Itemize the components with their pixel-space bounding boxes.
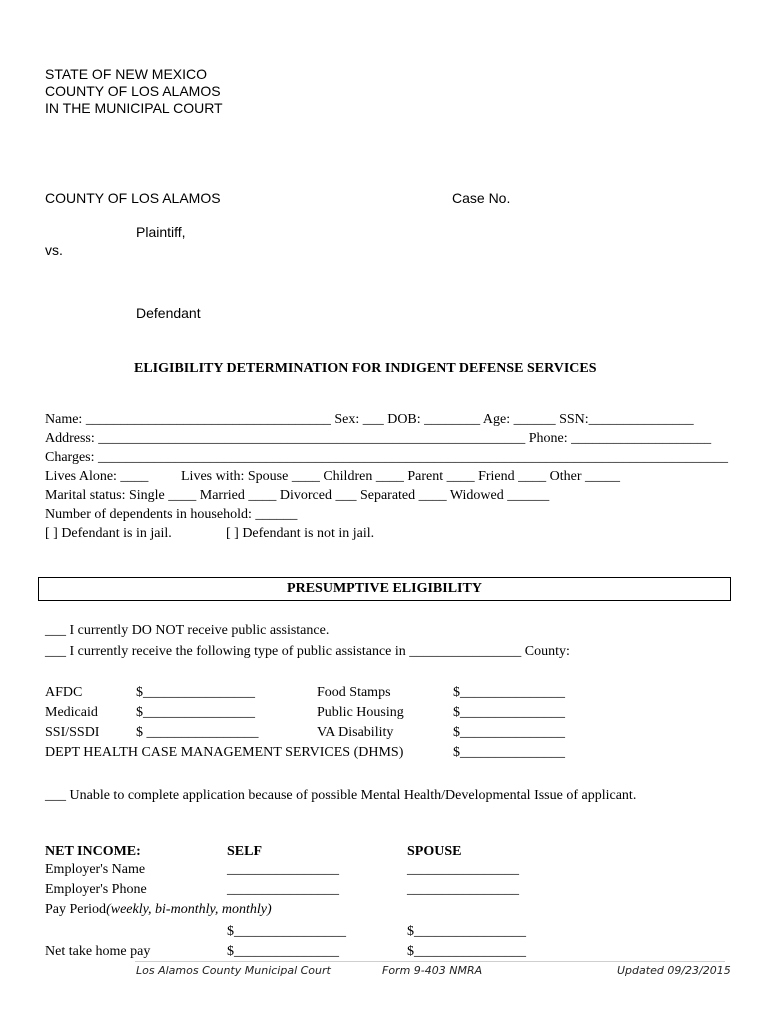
presumptive-eligibility-header: PRESUMPTIVE ELIGIBILITY bbox=[38, 577, 731, 601]
dhms-amount: $_______________ bbox=[453, 745, 565, 760]
net-take-home-label: Net take home pay bbox=[45, 944, 151, 959]
ssi-label: SSI/SSDI bbox=[45, 725, 100, 740]
defendant-label: Defendant bbox=[136, 305, 201, 321]
lives-alone-line: Lives Alone: ____ bbox=[45, 469, 149, 484]
footer-court: Los Alamos County Municipal Court bbox=[136, 964, 331, 977]
afdc-amount: $________________ bbox=[136, 685, 255, 700]
header-court: IN THE MUNICIPAL COURT bbox=[45, 100, 223, 116]
lives-with-line: Lives with: Spouse ____ Children ____ Parent ____ Friend ____ Other _____ bbox=[181, 469, 621, 484]
unable-to-complete-line: ___ Unable to complete application because of possible Mental Health/Developmental Issue of applicant. bbox=[45, 788, 637, 803]
employer-phone-label: Employer's Phone bbox=[45, 882, 147, 897]
pay-period-self-blank: $________________ bbox=[227, 924, 346, 939]
public-housing-amount: $_______________ bbox=[453, 705, 565, 720]
plaintiff-name: COUNTY OF LOS ALAMOS bbox=[45, 190, 221, 206]
pay-period-text: Pay Period bbox=[45, 902, 107, 917]
employer-name-spouse-blank: ________________ bbox=[407, 862, 519, 877]
spouse-column-header: SPOUSE bbox=[407, 844, 462, 859]
charges-line: Charges: __________________________________________________________________________________________ bbox=[45, 450, 729, 465]
form-title: ELIGIBILITY DETERMINATION FOR INDIGENT DEFENSE SERVICES bbox=[134, 361, 597, 376]
va-disability-label: VA Disability bbox=[317, 725, 394, 740]
afdc-label: AFDC bbox=[45, 685, 83, 700]
address-line: Address: _____________________________________________________________ Phone: ____________________ bbox=[45, 431, 712, 446]
footer-updated-date: Updated 09/23/2015 bbox=[617, 964, 731, 977]
footer-form-number: Form 9-403 NMRA bbox=[382, 964, 483, 977]
in-jail-checkbox: [ ] Defendant is in jail. bbox=[45, 526, 172, 541]
pay-period-options: (weekly, bi-monthly, monthly) bbox=[106, 902, 272, 917]
medicaid-amount: $________________ bbox=[136, 705, 255, 720]
pay-period-label bbox=[45, 900, 272, 919]
plaintiff-label: Plaintiff, bbox=[136, 224, 186, 240]
employer-phone-self-blank: ________________ bbox=[227, 882, 339, 897]
employer-name-self-blank: ________________ bbox=[227, 862, 339, 877]
dhms-label: DEPT HEALTH CASE MANAGEMENT SERVICES (DHMS) bbox=[45, 745, 404, 760]
case-no-label: Case No. bbox=[452, 190, 511, 206]
va-disability-amount: $_______________ bbox=[453, 725, 565, 740]
medicaid-label: Medicaid bbox=[45, 705, 98, 720]
receive-assistance-line: ___ I currently receive the following type of public assistance in ________________ County: bbox=[45, 644, 570, 659]
employer-phone-spouse-blank: ________________ bbox=[407, 882, 519, 897]
no-assistance-line: ___ I currently DO NOT receive public assistance. bbox=[45, 623, 330, 638]
footer-divider bbox=[135, 961, 725, 962]
employer-name-label: Employer's Name bbox=[45, 862, 146, 877]
self-column-header: SELF bbox=[227, 844, 263, 859]
pay-period-spouse-blank: $________________ bbox=[407, 924, 526, 939]
versus-label: vs. bbox=[45, 242, 63, 258]
net-income-title: NET INCOME: bbox=[45, 844, 141, 859]
public-housing-label: Public Housing bbox=[317, 705, 404, 720]
food-stamps-label: Food Stamps bbox=[317, 685, 391, 700]
ssi-amount: $ ________________ bbox=[136, 725, 259, 740]
name-line: Name: ___________________________________ Sex: ___ DOB: ________ Age: ______ SSN:_______________ bbox=[45, 412, 694, 427]
net-take-home-self-blank: $_______________ bbox=[227, 944, 339, 959]
header-state: STATE OF NEW MEXICO bbox=[45, 66, 208, 82]
marital-status-line: Marital status: Single ____ Married ____ Divorced ___ Separated ____ Widowed ______ bbox=[45, 488, 550, 503]
food-stamps-amount: $_______________ bbox=[453, 685, 565, 700]
dependents-line: Number of dependents in household: ______ bbox=[45, 507, 298, 522]
not-in-jail-checkbox: [ ] Defendant is not in jail. bbox=[226, 526, 375, 541]
header-county: COUNTY OF LOS ALAMOS bbox=[45, 83, 221, 99]
net-take-home-spouse-blank: $________________ bbox=[407, 944, 526, 959]
